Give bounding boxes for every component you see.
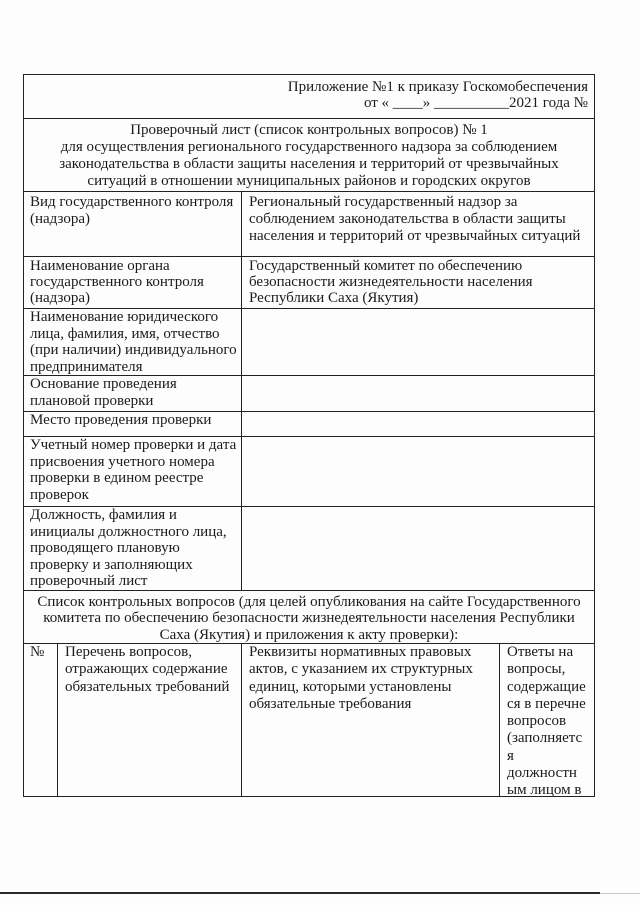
field-value-line: Республики Саха (Якутия) bbox=[249, 290, 419, 306]
field-label-line: (надзора) bbox=[30, 290, 90, 306]
field-label-control-body bbox=[24, 257, 241, 308]
field-label-inspection-basis bbox=[24, 376, 241, 411]
questions-col-answers bbox=[500, 644, 594, 796]
checklist-title-line: ситуаций в отношении муниципальных районов и городских округов bbox=[87, 173, 531, 189]
column-header-line: обязательные требования bbox=[249, 695, 412, 712]
column-header-line: ся в перечне bbox=[507, 695, 586, 712]
questions-col-list bbox=[58, 644, 241, 796]
column-header-line: отражающих содержание bbox=[65, 661, 228, 678]
field-value-inspection-basis bbox=[242, 376, 594, 411]
questions-intro-line: комитета по обеспечению безопасности жизнедеятельности населения Республики bbox=[43, 610, 575, 627]
questions-intro-line: Саха (Якутия) и приложения к акту проверки): bbox=[159, 626, 459, 643]
appendix-date-line: от « ____» __________2021 года № bbox=[363, 95, 588, 112]
field-label-line: Наименование органа bbox=[30, 258, 170, 274]
field-label-line: проверку и заполняющих bbox=[30, 556, 193, 573]
field-label-line: предпринимателя bbox=[30, 358, 143, 375]
field-label-inspector bbox=[24, 507, 241, 590]
field-value-inspection-place bbox=[242, 412, 594, 436]
field-label-line: (при наличии) индивидуального bbox=[30, 342, 237, 358]
field-label-line: проверки в едином реестре bbox=[30, 470, 204, 487]
checklist-title-line: законодательства в области защиты населения и территорий от чрезвычайных bbox=[59, 156, 559, 172]
field-value-inspector bbox=[242, 507, 594, 590]
field-label-registration-number bbox=[24, 437, 241, 506]
field-value-inspected-entity bbox=[242, 309, 594, 375]
appendix-title: Приложение №1 к приказу Госкомобеспечения bbox=[287, 79, 588, 95]
scan-edge-fade bbox=[600, 893, 640, 894]
column-header-line: Перечень вопросов, bbox=[65, 644, 192, 660]
column-header-line: актов, с указанием их структурных bbox=[249, 661, 473, 678]
column-header-line: Ответы на bbox=[507, 644, 574, 660]
column-header-line: вопросы, bbox=[507, 661, 566, 678]
checklist-title-line: Проверочный лист (список контрольных вопросов) № 1 bbox=[130, 122, 488, 138]
field-label-line: лица, фамилия, имя, отчество bbox=[30, 325, 220, 342]
field-label-line: Основание проведения bbox=[30, 376, 177, 392]
scan-edge-line bbox=[0, 892, 600, 894]
field-label-line: плановой проверки bbox=[30, 392, 154, 409]
field-value-registration-number bbox=[242, 437, 594, 506]
column-header-line: ым лицом в bbox=[507, 782, 582, 796]
questions-intro bbox=[24, 591, 594, 643]
field-label-line: государственного контроля bbox=[30, 274, 204, 290]
checklist-table bbox=[23, 74, 595, 797]
field-label-inspected-entity bbox=[24, 309, 241, 375]
field-label-line: Наименование юридического bbox=[30, 309, 219, 325]
questions-col-requisites bbox=[242, 644, 499, 796]
column-header-line: обязательных требований bbox=[65, 678, 230, 695]
field-label-line: присвоения учетного номера bbox=[30, 453, 215, 470]
field-label-control-type bbox=[24, 192, 241, 256]
field-value-line: Государственный комитет по обеспечению bbox=[249, 258, 523, 274]
column-header-line: Реквизиты нормативных правовых bbox=[249, 644, 472, 660]
field-label-line: Должность, фамилия и bbox=[30, 507, 177, 523]
field-label-line: проводящего плановую bbox=[30, 540, 180, 556]
column-header-line: (заполняетс bbox=[507, 730, 583, 747]
checklist-title bbox=[24, 119, 594, 191]
field-label-line: Вид государственного контроля bbox=[30, 194, 234, 210]
questions-col-number bbox=[24, 644, 57, 796]
field-label-line: инициалы должностного лица, bbox=[30, 523, 227, 540]
field-value-line: соблюдением законодательства в области защиты bbox=[249, 211, 566, 227]
column-header-line: вопросов bbox=[507, 713, 567, 729]
checklist-title-line: для осуществления регионального государственного надзора за соблюдением bbox=[60, 139, 558, 155]
column-header-line: содержащие bbox=[507, 678, 586, 695]
column-header-line: должностн bbox=[507, 764, 577, 781]
column-header-text: № bbox=[30, 644, 45, 660]
field-label-line: проверок bbox=[30, 487, 89, 504]
column-header-line: я bbox=[507, 747, 514, 764]
field-value-line: безопасности жизнедеятельности населения bbox=[249, 274, 533, 290]
appendix-header bbox=[24, 75, 594, 118]
field-label-line: проверочный лист bbox=[30, 573, 148, 589]
field-value-control-body bbox=[242, 257, 594, 308]
field-label-line: Место проведения проверки bbox=[30, 412, 212, 428]
column-header-line: единиц, которыми установлены bbox=[249, 678, 452, 695]
questions-intro-line: Список контрольных вопросов (для целей опубликования на сайте Государственного bbox=[37, 594, 581, 610]
field-value-line: Региональный государственный надзор за bbox=[249, 194, 518, 210]
field-label-line: (надзора) bbox=[30, 211, 90, 227]
field-value-line: населения и территорий от чрезвычайных ситуаций bbox=[249, 228, 581, 244]
field-label-inspection-place bbox=[24, 412, 241, 436]
field-value-control-type bbox=[242, 192, 594, 256]
field-label-line: Учетный номер проверки и дата bbox=[30, 437, 237, 453]
